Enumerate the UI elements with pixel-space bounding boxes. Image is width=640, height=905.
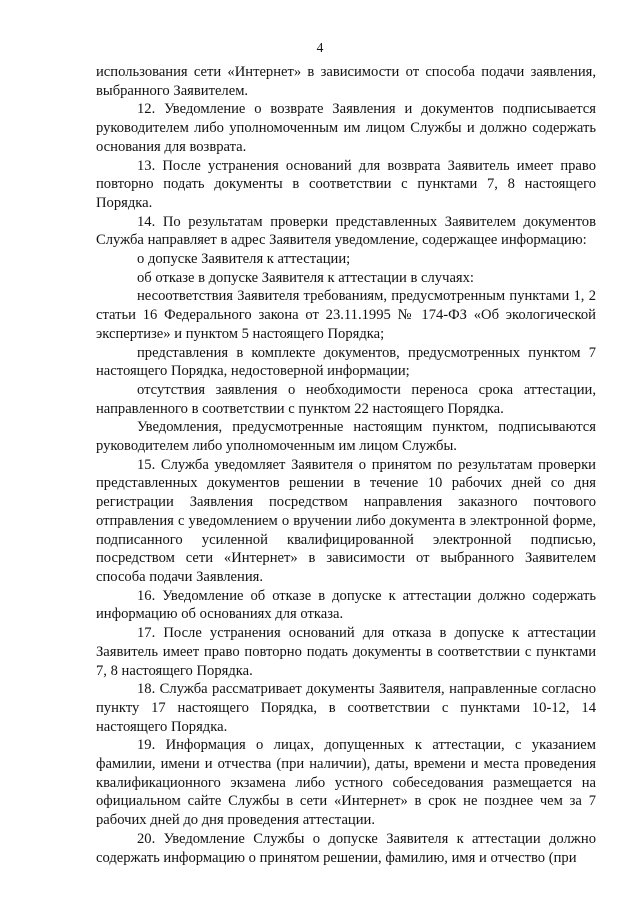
list-item: представления в комплекте документов, предусмотренных пунктом 7 настоящего Порядка, недостоверной информации; [96,344,596,380]
paragraph-13: 13. После устранения оснований для возврата Заявитель имеет право повторно подать документы в соответствии с пунктами 7, 8 настоящего Порядка. [96,157,596,211]
paragraph-15: 15. Служба уведомляет Заявителя о принятом по результатам проверки представленных документов решении в течение 10 рабочих дней со дня регистрации Заявления посредством направления заказного почтового отправления с уведомлением о вручении либо документа в электронной форме, подписанного усиленной квалифицированной электронной подписью, посредством сети «Интернет» в зависимости от выбранного Заявителем способа подачи Заявления. [96,456,596,585]
paragraph-12: 12. Уведомление о возврате Заявления и документов подписывается руководителем либо уполномоченным им лицом Службы и должно содержать основания для возврата. [96,101,596,155]
list-item: об отказе в допуске Заявителя к аттестации в случаях: [137,269,474,286]
paragraph-16: 16. Уведомление об отказе в допуске к аттестации должно содержать информацию об основаниях для отказа. [96,587,596,623]
paragraph-19: 19. Информация о лицах, допущенных к аттестации, с указанием фамилии, имени и отчества (при наличии), даты, времени и места проведения квалификационного экзамена либо устного собеседования размещается на официальном сайте Службы в сети «Интернет» в срок не позднее чем за 7 рабочих дней до дня проведения аттестации. [96,737,596,829]
paragraph-14-note: Уведомления, предусмотренные настоящим пунктом, подписываются руководителем либо уполномоченным им лицом Службы. [96,419,596,455]
paragraph-14: 14. По результатам проверки представленных Заявителем документов Служба направляет в адрес Заявителя уведомление, содержащее информацию: [96,213,596,249]
paragraph-18: 18. Служба рассматривает документы Заявителя, направленные согласно пункту 17 настоящего Порядка, в соответствии с пунктами 10-12, 14 настоящего Порядка. [96,681,596,735]
page-number: 4 [316,40,324,55]
paragraph-17: 17. После устранения оснований для отказа в допуске к аттестации Заявитель имеет право повторно подать документы в соответствии с пунктами 7, 8 настоящего Порядка. [96,625,596,679]
paragraph-20: 20. Уведомление Службы о допуске Заявителя к аттестации должно содержать информацию о принятом решении, фамилию, имя и отчество (при [96,830,596,866]
paragraph-0: использования сети «Интернет» в зависимости от способа подачи заявления, выбранного Заявителем. [96,64,596,99]
list-item: несоответствия Заявителя требованиям, предусмотренным пунктами 1, 2 статьи 16 Федерального закона от 23.11.1995 № 174-ФЗ «Об экологической экспертизе» и пунктом 5 настоящего Порядка; [96,288,596,342]
document-body [96,63,596,867]
list-item: о допуске Заявителя к аттестации; [137,251,351,268]
list-item: отсутствия заявления о необходимости переноса срока аттестации, направленного в соответствии с пунктом 22 настоящего Порядка. [96,381,596,417]
